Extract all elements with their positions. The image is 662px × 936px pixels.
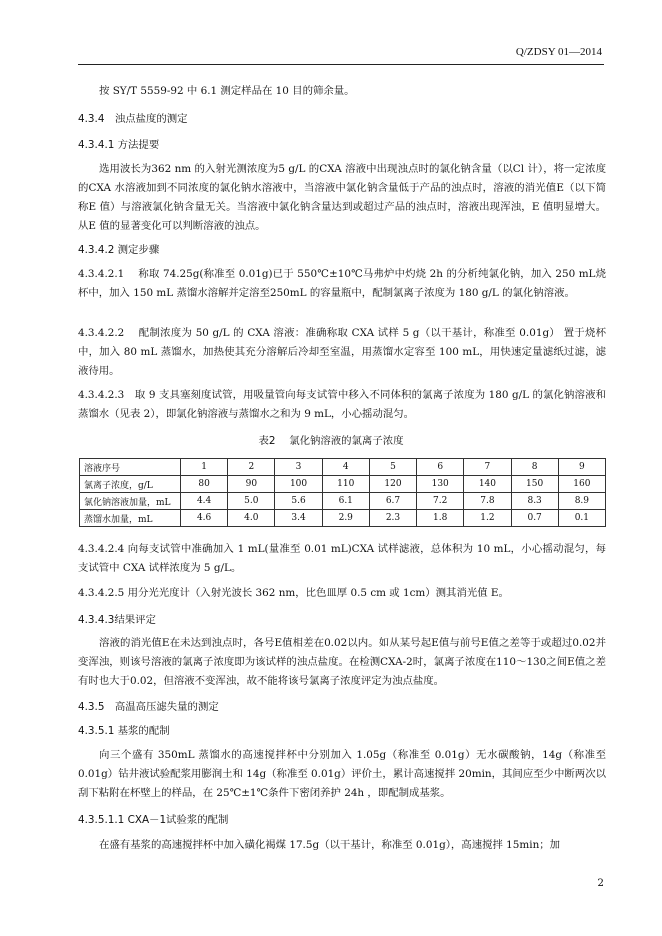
table-cell: 150 [511,476,558,493]
table-cell: 8.9 [558,493,605,510]
paragraph-4-3-4-2-5: 4.3.4.2.5 用分光光度计（入射光波长 362 nm，比色皿厚 0.5 cm 或 1cm）测其消光值 E。 [78,587,509,599]
table-cell: 5 [369,459,416,476]
section-4-3-4-heading: 4.3.4 浊点盐度的测定 [78,113,188,125]
table-cell: 4 [322,459,369,476]
paragraph-principle: 选用波长为362 nm 的入射光测浓度为5 g/L 的CXA 溶液中出现浊点时的氯化钠含量（以Cl 计），将一定浓度的CXA 水溶液加到不同浓度的氯化钠水溶液中，当溶液中氯化钠含量低于产品的浊点时，溶液的消光值E（以下简称E 值）与溶液氯化钠含量无关。当溶液中氯化钠含量达到或超过产品的浊点时，溶液出现浑浊，E 值明显增大。从E 值的显著变化可以判断溶液的浊点。 [78,163,606,232]
table-cell: 5.6 [275,493,322,510]
table-row-label: 氯离子浓度，g/L [80,476,181,493]
section-4-3-5-heading: 4.3.5 高温高压滤失量的测定 [78,701,219,713]
paragraph-sieve: 按 SY/T 5559-92 中 6.1 测定样品在 10 目的筛余量。 [99,85,355,97]
table-cell: 130 [417,476,464,493]
table-cell: 1.8 [417,510,464,527]
table-cell: 120 [369,476,416,493]
section-4-3-4-1-heading: 4.3.4.1 方法提要 [78,139,160,151]
table-cell: 110 [322,476,369,493]
paragraph-4-3-4-2-1: 4.3.4.2.1 称取 74.25g(称准至 0.01g)已于 550℃±10℃马弗炉中灼烧 2h 的分析纯氯化钠，加入 250 mL烧杯中，加入 150 mL 蒸馏水溶解并定溶至250mL 的容量瓶中，配制氯离子浓度为 180 g/L 的氯化钠溶液。 [78,268,606,299]
table-cell: 6.7 [369,493,416,510]
table-cell: 0.1 [558,510,605,527]
header-rule [78,64,604,65]
table-cell: 90 [228,476,275,493]
table-row [80,493,606,510]
section-4-3-5-1-heading: 4.3.5.1 基浆的配制 [78,725,170,737]
table-cell: 140 [464,476,511,493]
table-row [80,459,606,476]
table-cell: 8.3 [511,493,558,510]
section-4-3-5-1-1-heading: 4.3.5.1.1 CXA－1试验浆的配制 [78,814,229,826]
table-cell: 6 [417,459,464,476]
table-row-label: 蒸馏水加量，mL [80,510,181,527]
table-cell: 9 [558,459,605,476]
section-4-3-4-2-heading: 4.3.4.2 测定步骤 [78,244,160,256]
table-cell: 0.7 [511,510,558,527]
table-cell: 4.4 [181,493,228,510]
table-2-caption: 表2 氯化钠溶液的氯离子浓度 [258,435,404,447]
table-cell: 1.2 [464,510,511,527]
table-row-label: 氯化钠溶液加量，mL [80,493,181,510]
table-row [80,476,606,493]
section-4-3-4-3-heading: 4.3.4.3结果评定 [78,614,156,626]
paragraph-4-3-4-2-2: 4.3.4.2.2 配制浓度为 50 g/L 的 CXA 溶液：准确称取 CXA 试样 5 g（以干基计，称准至 0.01g） 置于烧杯中，加入 80 mL 蒸馏水，加热使其充分溶解后冷却至室温，用蒸馏水定容至 100 mL，用快速定量滤纸过滤，滤液待用。 [78,327,606,377]
table-cell: 7.2 [417,493,464,510]
table-cell: 4.0 [228,510,275,527]
table-cell: 7 [464,459,511,476]
table-cell: 80 [181,476,228,493]
table-row-label: 溶液序号 [80,459,181,476]
table-cell: 8 [511,459,558,476]
table-cell: 3.4 [275,510,322,527]
paragraph-test-slurry: 在盛有基浆的高速搅拌杯中加入磺化褐煤 17.5g（以干基计，称准至 0.01g），高速搅拌 15min；加 [99,839,561,851]
paragraph-base-slurry: 向三个盛有 350mL 蒸馏水的高速搅拌杯中分别加入 1.05g（称准至 0.01g）无水碳酸钠，14g（称准至 0.01g）钻井液试验配浆用膨润土和 14g（称准至 0.01g）评价土，累计高速搅拌 20min，其间应至少中断两次以刮下粘附在杯壁上的样品，在 25℃±1℃条件下密闭养护 24h ，即配制成基浆。 [78,749,606,799]
table-cell: 1 [181,459,228,476]
table-row [80,510,606,527]
paragraph-4-3-4-2-3: 4.3.4.2.3 取 9 支具塞刻度试管，用吸量管向每支试管中移入不同体积的氯离子浓度为 180 g/L 的氯化钠溶液和蒸馏水（见表 2），即氯化钠溶液与蒸馏水之和为 9 mL，小心摇动混匀。 [78,389,606,420]
paragraph-4-3-4-2-4: 4.3.4.2.4 向每支试管中准确加入 1 mL(量准至 0.01 mL)CXA 试样滤液，总体积为 10 mL，小心摇动混匀，每支试管中 CXA 试样浓度为 5 g/L。 [78,543,606,574]
table-cell: 2.9 [322,510,369,527]
table-cell: 100 [275,476,322,493]
table-cell: 7.8 [464,493,511,510]
table-cell: 2.3 [369,510,416,527]
table-cell: 6.1 [322,493,369,510]
table-cell: 4.6 [181,510,228,527]
table-cell: 5.0 [228,493,275,510]
table-cell: 2 [228,459,275,476]
paragraph-result: 溶液的消光值E在未达到浊点时，各号E值相差在0.02以内。如从某号起E值与前号E值之差等于或超过0.02并变浑浊，则该号溶液的氯离子浓度即为该试样的浊点盐度。在检测CXA-2时，氯离子浓度在110～130之间E值之差有时也大于0.02，但溶液不变浑浊，故不能将该号氯离子浓度评定为浊点盐度。 [78,637,606,687]
table-cell: 160 [558,476,605,493]
table-2 [79,458,606,527]
document-code: Q/ZDSY 01—2014 [515,46,602,58]
page-number: 2 [597,877,604,889]
table-cell: 3 [275,459,322,476]
